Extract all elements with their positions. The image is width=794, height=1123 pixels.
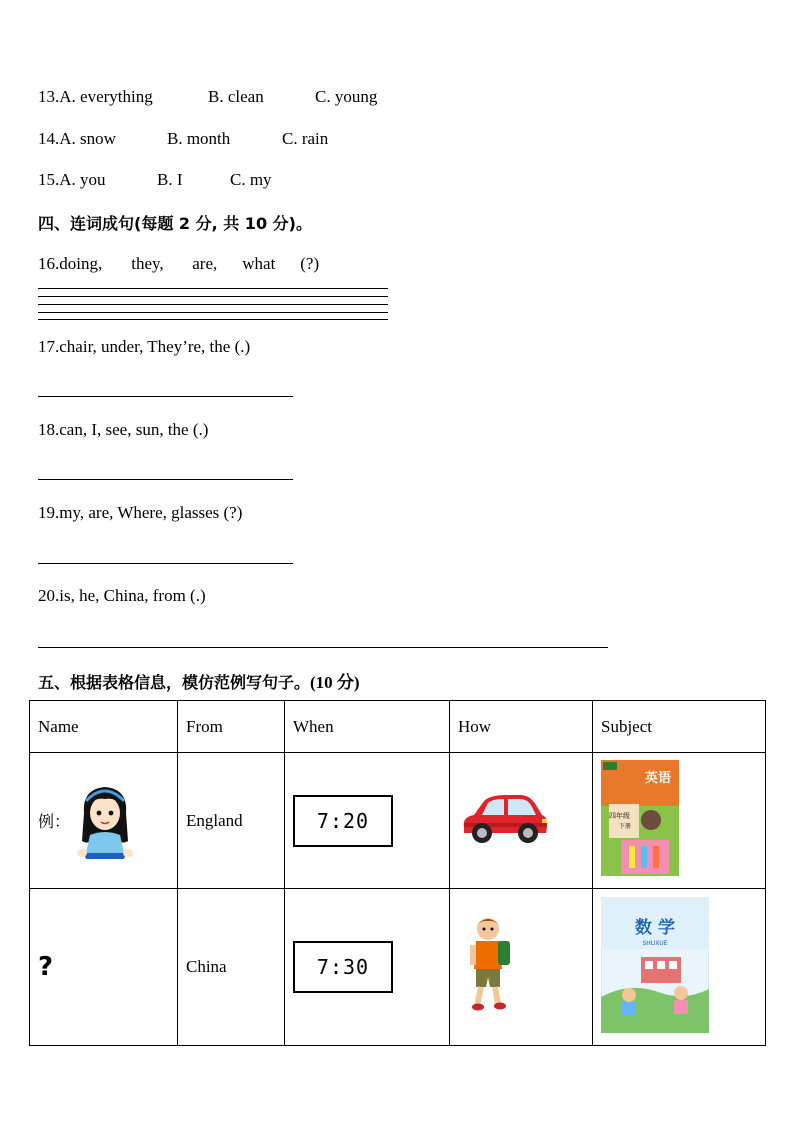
answer-line[interactable] bbox=[38, 479, 293, 480]
math-book-icon bbox=[601, 897, 709, 1033]
header-from: From bbox=[178, 701, 285, 753]
how-cell bbox=[450, 753, 593, 889]
option-c: C. rain bbox=[282, 129, 329, 148]
question-17: 17.chair, under, They’re, the (.) bbox=[38, 337, 251, 356]
word: they, bbox=[131, 254, 164, 273]
word: what bbox=[242, 254, 276, 273]
answer-line[interactable] bbox=[38, 312, 388, 313]
question-13 bbox=[38, 87, 153, 107]
table-row bbox=[30, 753, 766, 889]
english-book-icon bbox=[601, 760, 679, 876]
question-14 bbox=[38, 129, 116, 149]
section-5-title-text: 五、根据表格信息，模仿范例写句子。 bbox=[38, 673, 311, 692]
time-box: 7:20 bbox=[293, 795, 393, 847]
section-5-score: (10 分) bbox=[310, 673, 360, 692]
when-cell bbox=[285, 753, 450, 889]
book-title: 英语 bbox=[645, 771, 672, 786]
option-b: B. clean bbox=[208, 87, 264, 106]
option-a: A. you bbox=[59, 170, 106, 189]
girl-icon bbox=[74, 783, 136, 859]
option-c: C. my bbox=[230, 170, 272, 189]
answer-line[interactable] bbox=[38, 304, 388, 305]
question-number: 14. bbox=[38, 129, 60, 148]
table-header-row bbox=[30, 701, 766, 753]
book-volume: 下册 bbox=[619, 823, 632, 830]
header-when: When bbox=[285, 701, 450, 753]
question-19: 19.my, are, Where, glasses (?) bbox=[38, 503, 243, 522]
word: doing, bbox=[59, 254, 103, 273]
question-15 bbox=[38, 170, 106, 190]
subject-cell bbox=[593, 753, 766, 889]
car-icon bbox=[458, 789, 550, 847]
question-20: 20.is, he, China, from (.) bbox=[38, 586, 206, 605]
header-subject: Subject bbox=[593, 701, 766, 753]
from-cell: England bbox=[178, 753, 285, 889]
answer-line[interactable] bbox=[38, 563, 293, 564]
table-row bbox=[30, 889, 766, 1046]
book-grade: 四年级 bbox=[609, 812, 630, 820]
book-subtitle: SHUXUE bbox=[642, 939, 668, 947]
answer-line[interactable] bbox=[38, 296, 388, 297]
answer-line[interactable] bbox=[38, 396, 293, 397]
from-cell: China bbox=[178, 889, 285, 1046]
option-c: C. young bbox=[315, 87, 378, 106]
section-4-title: 四、连词成句(每题 2 分, 共 10 分)。 bbox=[38, 214, 312, 233]
how-cell bbox=[450, 889, 593, 1046]
book-title: 数 学 bbox=[635, 917, 675, 938]
section-5-title bbox=[38, 668, 360, 693]
name-cell bbox=[30, 753, 178, 889]
option-a: A. everything bbox=[59, 87, 153, 106]
question-number: 16. bbox=[38, 254, 60, 273]
subject-cell bbox=[593, 889, 766, 1046]
walking-boy-icon bbox=[468, 915, 512, 1015]
answer-line[interactable] bbox=[38, 288, 388, 289]
example-label: 例： bbox=[38, 812, 71, 831]
answer-line[interactable] bbox=[38, 647, 608, 648]
question-mark: ? bbox=[38, 952, 54, 982]
word: are, bbox=[192, 254, 218, 273]
time-box: 7:30 bbox=[293, 941, 393, 993]
header-how: How bbox=[450, 701, 593, 753]
when-cell bbox=[285, 889, 450, 1046]
question-number: 15. bbox=[38, 170, 60, 189]
name-cell bbox=[30, 889, 178, 1046]
info-table bbox=[29, 700, 766, 1046]
option-b: B. I bbox=[157, 170, 183, 189]
answer-line[interactable] bbox=[38, 319, 388, 320]
question-16 bbox=[38, 254, 319, 274]
option-a: A. snow bbox=[59, 129, 116, 148]
question-18: 18.can, I, see, sun, the (.) bbox=[38, 420, 209, 439]
question-number: 13. bbox=[38, 87, 60, 106]
header-name: Name bbox=[30, 701, 178, 753]
option-b: B. month bbox=[167, 129, 231, 148]
word: (?) bbox=[300, 254, 320, 273]
